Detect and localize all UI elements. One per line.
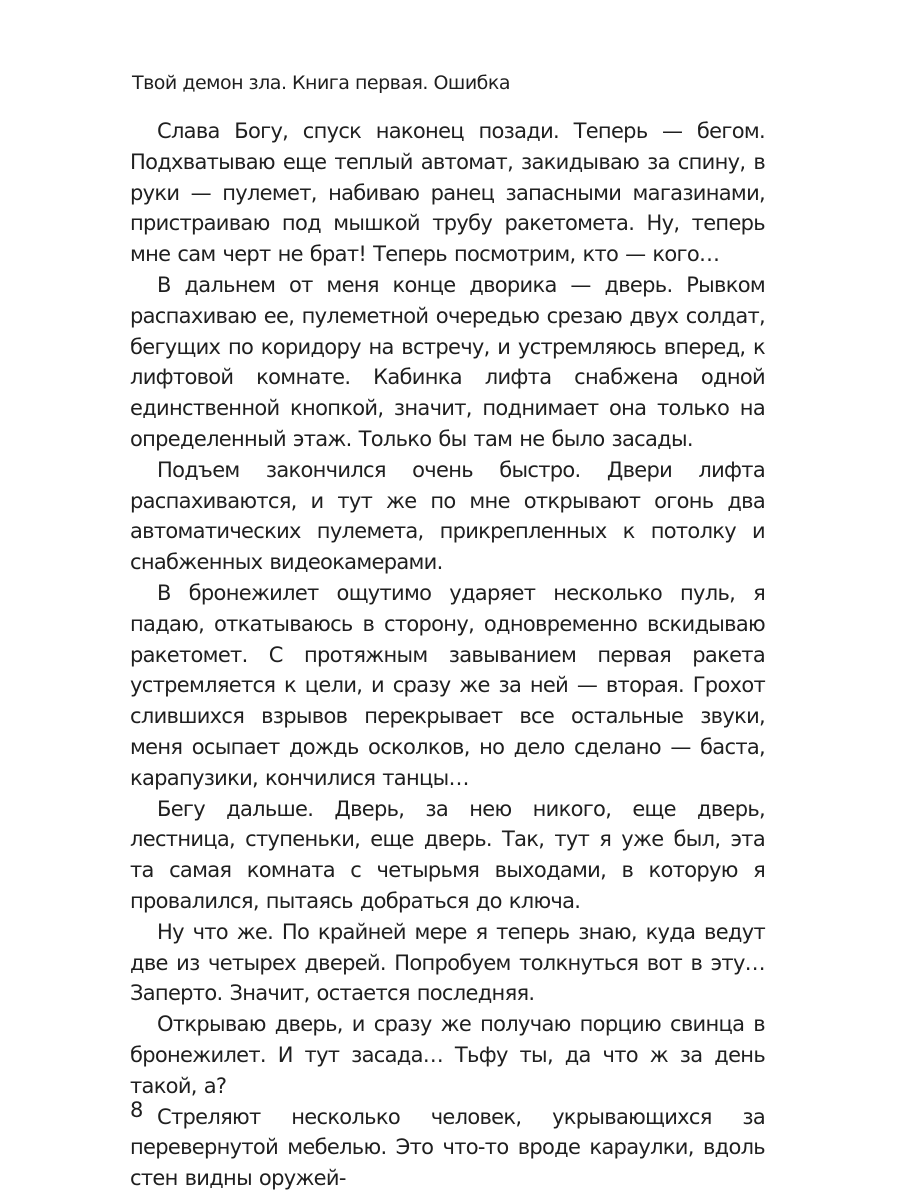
paragraph-2: В дальнем от меня конце дворика — дверь. Рывком распахиваю ее, пулеметной очередью срезаю двух солдат, бегущих по коридору на встречу, и устремляюсь вперед, к лифтовой комнате. Кабинка лифта снабжена одной единственной кнопкой, значит, поднимает она только на определенный этаж. Только бы там не было засады. <box>130 272 765 451</box>
running-header: Твой демон зла. Книга первая. Ошибка <box>132 72 511 94</box>
body-text <box>130 116 765 1194</box>
paragraph-7: Открываю дверь, и сразу же получаю порцию свинца в бронежилет. И тут засада… Тьфу ты, да что ж за день такой, а? <box>130 1012 765 1098</box>
paragraph-3: Подъем закончился очень быстро. Двери лифта распахиваются, и тут же по мне открывают огонь два автоматических пулемета, прикрепленных к потолку и снабженных видеокамерами. <box>130 457 765 575</box>
paragraph-1: Слава Богу, спуск наконец позади. Теперь — бегом. Подхватываю еще теплый автомат, закидываю за спину, в руки — пулемет, набиваю ранец запасными магазинами, пристраиваю под мышкой трубу ракетомета. Ну, теперь мне сам черт не брат! Теперь посмотрим, кто — кого… <box>130 119 765 267</box>
paragraph-8: Стреляют несколько человек, укрывающихся за перевернутой мебелью. Это что-то вроде караулки, вдоль стен видны оружей- <box>130 1104 765 1191</box>
paragraph-5: Бегу дальше. Дверь, за нею никого, еще дверь, лестница, ступеньки, еще дверь. Так, тут я уже был, эта та самая комната с четырьмя выходами, в которую я провалился, пытаясь добраться до ключа. <box>130 796 765 913</box>
page-number: 8 <box>130 1098 144 1122</box>
paragraph-6: Ну что же. По крайней мере я теперь знаю, куда ведут две из четырех дверей. Попробуем толкнуться вот в эту… Заперто. Значит, остается последняя. <box>130 919 765 1006</box>
paragraph-4: В бронежилет ощутимо ударяет несколько пуль, я падаю, откатываюсь в сторону, одновременно вскидываю ракетомет. С протяжным завыванием первая ракета устремляется к цели, и сразу же за ней — вторая. Грохот слившихся взрывов перекрывает все остальные звуки, меня осыпает дождь осколков, но дело сделано — баста, карапузики, кончилися танцы… <box>130 580 765 790</box>
